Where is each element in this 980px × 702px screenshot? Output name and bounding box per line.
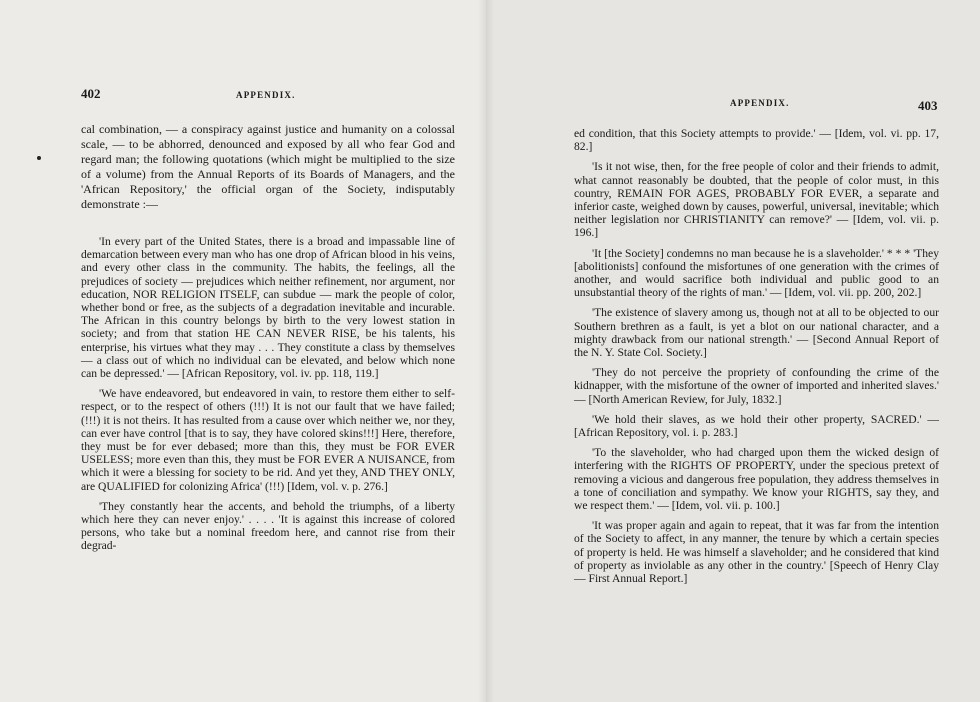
quote-paragraph: 'We have endeavored, but endeavored in vain, to restore them either to self-respect, or to the respect of others (!!!) It is not our fault that we have failed; (!!!) it is not theirs. It has resulted from a cause over which neither we, nor they, can ever have control [that is to say, they have colored skins!!!] Here, therefore, they must be for ever debased; more than this, they must be FOR EVER USELESS; more even than this, they must be FOR EVER A NUISANCE, from which it were a blessing for society to be rid. And yet they, AND THEY ONLY, are QUALIFIED for colonizing Africa' (!!!) [Idem, vol. v. p. 276.]	[81, 387, 455, 493]
intro-paragraph: cal combination, — a conspiracy against justice and humanity on a colossal scale, — to be abhorred, denounced and exposed by all who fear God and regard man; the following quotations (which might be multiplied to the size of a volume) from the Annual Reports of its Boards of Managers, and the 'African Repository,' the official organ of the Society, indisputably demonstrate :—	[81, 122, 455, 211]
quote-paragraph: 'They do not perceive the propriety of confounding the crime of the kidnapper, with the misfortune of the owner of imported and inherited slaves.' — [North American Review, for July, 1832.]	[574, 366, 939, 406]
quote-paragraph: 'It [the Society] condemns no man because he is a slaveholder.' * * * 'They [abolitionists] confound the misfortunes of one generation with the crimes of another, and would sacrifice both individual and public good to an unsubstantial theory of the rights of man.' — [Idem, vol. vii. pp. 200, 202.]	[574, 246, 939, 300]
quote-paragraph: 'To the slaveholder, who had charged upon them the wicked design of interfering with the RIGHTS OF PROPERTY, under the specious pretext of removing a vicious and dangerous free population, they address themselves in a tone of conciliation and sympathy. We know your RIGHTS, say they, and we respect them.' — [Idem, vol. vii. p. 100.]	[574, 446, 939, 513]
quote-paragraph: 'In every part of the United States, there is a broad and impassable line of demarcation between every man who has one drop of African blood in his veins, and every other class in the community. The habits, the feelings, all the prejudices of society — prejudices which neither refinement, nor argument, nor education, NOR RELIGION ITSELF, can subdue — mark the people of color, whether bond or free, as the subjects of a degradation inevitable and incurable. The African in this country belongs by birth to the very lowest station in society; and from that station HE CAN NEVER RISE, be his talents, his enterprise, his virtues what they may . . . They constitute a class by themselves — a class out of which no individual can be elevated, and below which none can be depressed.' — [African Repository, vol. iv. pp. 118, 119.]	[81, 235, 455, 381]
quote-paragraph: ed condition, that this Society attempts to provide.' — [Idem, vol. vi. pp. 17, 82.]	[574, 127, 939, 154]
left-text-column	[81, 122, 455, 553]
quote-paragraph: 'The existence of slavery among us, though not at all to be objected to our Southern brethren as a fault, is yet a blot on our national character, and a mighty drawback from our national strength.' — [Second Annual Report of the N. Y. State Col. Society.]	[574, 306, 939, 360]
quote-paragraph: 'We hold their slaves, as we hold their other property, SACRED.' — [African Repository, vol. i. p. 283.]	[574, 412, 939, 440]
page-number: 403	[918, 98, 938, 113]
running-head: APPENDIX.	[730, 98, 790, 108]
quote-paragraph: 'Is it not wise, then, for the free people of color and their friends to admit, what cannot reasonably be doubted, that the people of color must, in this country, REMAIN FOR AGES, PROBABLY FOR EVER, a separate and inferior caste, weighed down by causes, powerful, universal, inevitable; which neither legislation nor CHRISTIANITY can remove?' — [Idem, vol. vii. p. 196.]	[574, 160, 939, 240]
right-text-column	[574, 127, 939, 585]
right-page	[486, 0, 980, 702]
ink-speck	[37, 156, 41, 160]
page-number: 402	[81, 86, 101, 101]
running-head: APPENDIX.	[236, 90, 296, 100]
book-gutter	[478, 0, 494, 702]
quote-paragraph: 'They constantly hear the accents, and behold the triumphs, of a liberty which here they can never enjoy.' . . . . 'It is against this increase of colored persons, who take but a nominal freedom here, and cannot rise from their degrad-	[81, 499, 455, 553]
quote-paragraph: 'It was proper again and again to repeat, that it was far from the intention of the Society to affect, in any manner, the tenure by which a certain species of property is held. He was himself a slaveholder; and he considered that kind of property as inviolable as any other in the country.' [Speech of Henry Clay — First Annual Report.]	[574, 519, 939, 586]
left-page	[0, 0, 486, 702]
